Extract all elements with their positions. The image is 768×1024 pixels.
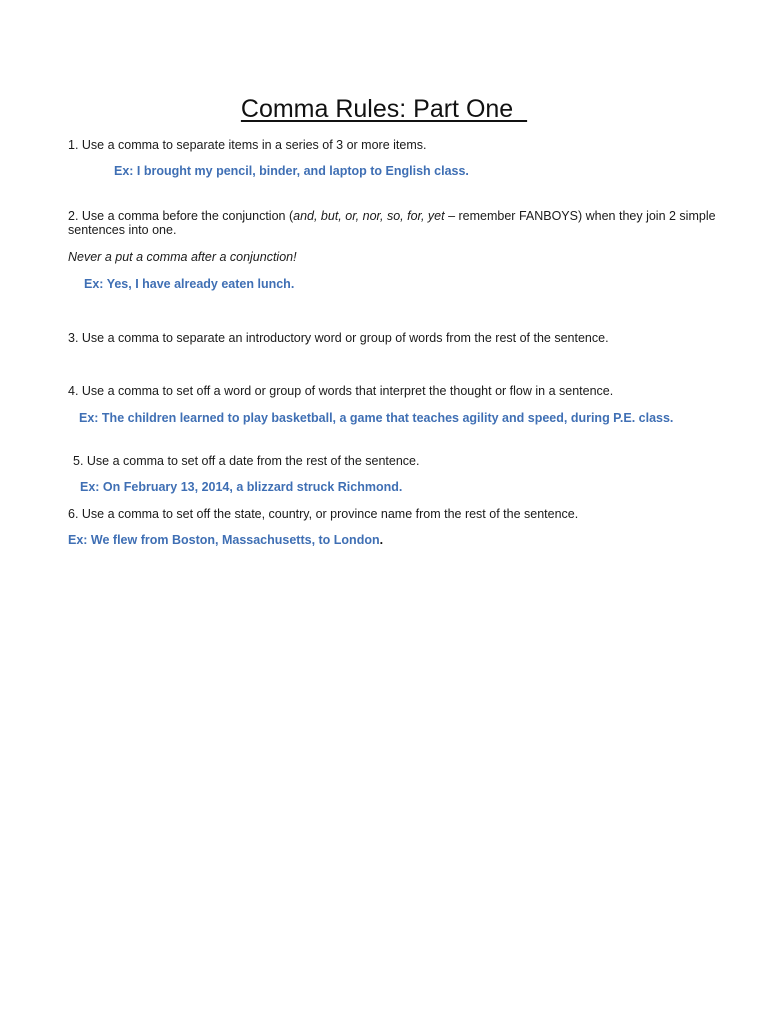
rule-1-example: Ex: I brought my pencil, binder, and laptop to English class.	[114, 164, 469, 178]
rule-5-text: 5. Use a comma to set off a date from the rest of the sentence.	[73, 454, 420, 468]
rule-2-text-after: – remember FANBOYS) when they join 2 simple sentences into one.	[68, 209, 716, 237]
rule-6-example-period: .	[379, 533, 384, 547]
rule-2-conjunctions: and, but, or, nor, so, for, yet	[293, 209, 445, 223]
rule-2-example: Ex: Yes, I have already eaten lunch.	[84, 277, 295, 291]
rule-4-text: 4. Use a comma to set off a word or group of words that interpret the thought or flow in a sentence.	[68, 384, 614, 398]
rule-2-text-before: 2. Use a comma before the conjunction (	[68, 209, 294, 223]
rule-2-text	[68, 209, 718, 237]
rule-6-example-main: Ex: We flew from Boston, Massachusetts, to London	[68, 533, 380, 547]
rule-4-example: Ex: The children learned to play basketball, a game that teaches agility and speed, during P.E. class.	[79, 411, 674, 425]
rule-3-text: 3. Use a comma to separate an introductory word or group of words from the rest of the sentence.	[68, 331, 609, 345]
rule-6-example	[68, 532, 728, 549]
rule-1-text: 1. Use a comma to separate items in a series of 3 or more items.	[68, 138, 427, 152]
rule-5-example: Ex: On February 13, 2014, a blizzard struck Richmond.	[80, 480, 403, 494]
rule-2-note: Never a put a comma after a conjunction!	[68, 250, 297, 264]
page-title: Comma Rules: Part One	[240, 95, 528, 123]
rule-6-text: 6. Use a comma to set off the state, country, or province name from the rest of the sentence.	[68, 507, 579, 521]
